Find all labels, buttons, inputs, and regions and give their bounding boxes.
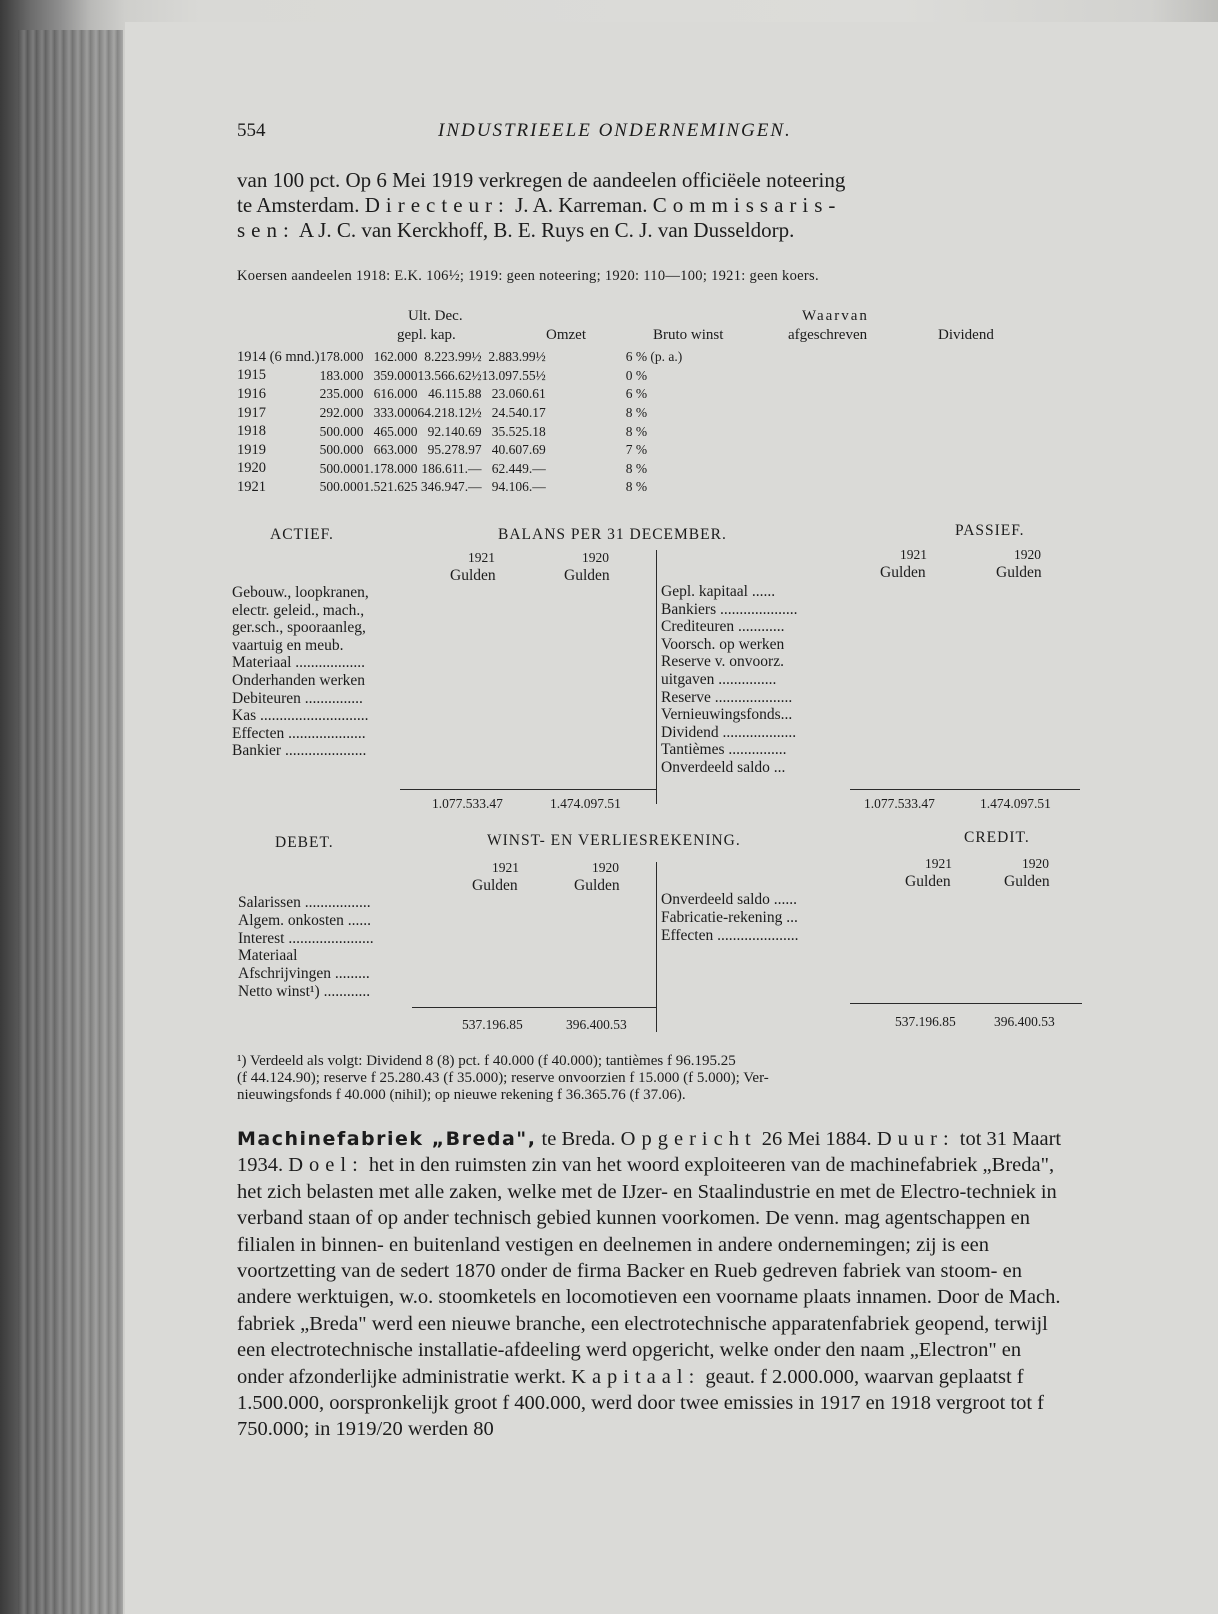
stat-cell-bruto: 186.611.— — [421, 460, 482, 476]
passief-label: uitgaven ............... — [661, 671, 777, 688]
company-name: Machinefabriek „Breda", — [237, 1128, 537, 1150]
stat-cell-bruto: 13.566.62½ — [417, 367, 482, 383]
balans-year-1920-right: 1920 — [1014, 547, 1041, 562]
stat-cell-kap: 500.000 — [319, 460, 364, 476]
stat-header-dividend: Dividend — [938, 327, 994, 343]
balans-total-1920-right: 1.474.097.51 — [980, 796, 1051, 811]
winst-year-1920-left: 1920 — [592, 860, 619, 875]
balans-total-rule-right — [850, 789, 1080, 790]
stat-header-omzet: Omzet — [546, 327, 586, 343]
actief-label: Gebouw., loopkranen, — [232, 584, 369, 601]
balans-actief-title: ACTIEF. — [270, 526, 334, 543]
stat-cell-omzet: 1.178.000 — [363, 460, 418, 476]
stat-cell-bruto: 8.223.99½ — [424, 349, 482, 365]
label-commissarissen: Commissaris- — [652, 193, 842, 217]
intro-text: A J. C. van Kerckhoff, B. E. Ruys en C. J. van Dusseldorp. — [298, 218, 795, 242]
winst-unit-left-1: Gulden — [472, 877, 518, 894]
stat-cell-kap: 183.000 — [319, 367, 364, 383]
actief-label: Onderhanden werken — [232, 672, 365, 689]
actief-label: Debiteuren ............... — [232, 689, 363, 707]
balans-unit-right-2: Gulden — [996, 564, 1042, 581]
balans-year-1921-right: 1921 — [900, 547, 927, 562]
passief-label: Gepl. kapitaal ...... — [661, 583, 776, 600]
balans-passief-title: PASSIEF. — [955, 522, 1025, 539]
intro-paragraph — [237, 168, 845, 243]
balans-total-rule-left — [400, 789, 656, 790]
debet-label: Interest ...................... — [238, 929, 374, 947]
winst-total-rule-left — [412, 1007, 656, 1008]
intro-line-2 — [237, 193, 845, 218]
entry-text: geaut. f 2.000.000, waarvan geplaatst f 1.500.000, oorspronkelijk groot f 400.000, werd door twee emissies in 1917 en 1918 vergroot tot f 750.000; in 1919/20 werden 80 — [237, 1365, 1044, 1441]
stat-row — [237, 460, 682, 479]
stat-row — [237, 478, 682, 497]
balans-total-1920-left: 1.474.097.51 — [550, 796, 621, 811]
passief-label: Reserve v. onvoorz. — [661, 653, 784, 671]
actief-label: ger.sch., spooraanleg, — [232, 619, 366, 637]
actief-label: Bankier ..................... — [232, 742, 367, 760]
stat-cell-kap: 500.000 — [319, 442, 364, 458]
balans-title: BALANS PER 31 DECEMBER. — [498, 526, 727, 543]
stat-cell-bruto: 64.218.12½ — [417, 405, 482, 421]
stat-cell-kap: 178.000 — [319, 349, 364, 365]
stat-cell-year: 1914 (6 mnd.) — [237, 348, 320, 365]
stat-table — [237, 348, 682, 497]
debet-label: Netto winst¹) ............ — [238, 983, 371, 1000]
stat-cell-afgeschr: 35.525.18 — [491, 423, 546, 439]
intro-text: J. A. Karreman. — [515, 193, 648, 217]
balans-year-1920-left: 1920 — [582, 550, 609, 565]
debet-label: Afschrijvingen ......... — [238, 965, 370, 983]
passief-label: Voorsch. op werken — [661, 635, 785, 653]
stat-cell-bruto: 92.140.69 — [427, 423, 482, 439]
footnote-line-2: (f 44.124.90); reserve f 25.280.43 (f 35.000); reserve onvoorzien f 15.000 (f 5.000); Ver- — [237, 1070, 769, 1086]
stat-cell-year: 1921 — [237, 478, 266, 495]
entry-text: het in den ruimsten zin van het woord exploiteeren van de machinefabriek „Breda", het zich belasten met alle zaken, welke met de IJzer- en Staalindustrie en met de Electro-techniek in verband staan of op ander technisch gebied kunnen voorkomen. De venn. mag agentschappen en filialen in binnen- en buitenland vestigen en deelnemen in andere ondernemingen; zij is een voortzetting van de sedert 1870 onder de firma Backer en Rueb gedreven fabriek van stoom- en andere werktuigen, w.o. stoomketels en locomotieven een voorname plaats innamen. Door de Mach. fabriek „Breda" werd een nieuwe branche, een electrotechnische apparatenfabriek geopend, terwijl een electrotechnische installatie-afdeeling werd opgericht, welke onder den naam „Electron" en onder afzonderlijke administratie werkt. — [237, 1154, 1061, 1388]
stat-cell-afgeschr: 24.540.17 — [491, 405, 546, 421]
stat-header-ult-dec: Ult. Dec. — [408, 308, 463, 324]
company-entry — [237, 1126, 1067, 1443]
stat-cell-year: 1919 — [237, 441, 266, 458]
winst-unit-right-2: Gulden — [1004, 873, 1050, 890]
credit-label: Fabricatie-rekening ... — [661, 908, 798, 926]
stat-cell-afgeschr: 62.449.— — [491, 460, 546, 476]
intro-line-1: van 100 pct. Op 6 Mei 1919 verkregen de aandeelen officiëele noteering — [237, 168, 846, 192]
label-doel: Doel: — [288, 1154, 364, 1177]
winst-total-rule-right — [850, 1003, 1082, 1004]
actief-label: Materiaal .................. — [232, 654, 366, 672]
credit-label: Onverdeeld saldo ...... — [661, 891, 798, 908]
winst-unit-right-1: Gulden — [905, 873, 951, 890]
winst-debet-title: DEBET. — [275, 834, 334, 851]
balans-year-1921-left: 1921 — [468, 550, 495, 565]
stat-cell-omzet: 465.000 — [373, 423, 418, 439]
stat-cell-year: 1915 — [237, 367, 266, 384]
stat-row — [237, 422, 682, 441]
entry-text: tot 31 Maart 1934. — [237, 1128, 1062, 1177]
entry-text: te Breda. — [541, 1128, 616, 1150]
intro-line-3 — [237, 218, 845, 243]
stat-row — [237, 348, 682, 367]
stat-cell-omzet: 616.000 — [373, 386, 418, 402]
debet-label: Algem. onkosten ...... — [238, 911, 372, 929]
stat-cell-div: 6 % (p. a.) — [625, 349, 683, 365]
stat-cell-div: 6 % — [625, 386, 648, 402]
passief-label: Onverdeeld saldo ... — [661, 759, 786, 776]
stat-cell-afgeschr: 94.106.— — [491, 479, 546, 495]
balans-unit-right-1: Gulden — [880, 564, 926, 581]
book-page-edges — [18, 30, 123, 1614]
stat-row — [237, 385, 682, 404]
winst-title: WINST- EN VERLIESREKENING. — [487, 832, 741, 849]
intro-text: te Amsterdam. — [237, 193, 360, 217]
stat-cell-omzet: 162.000 — [373, 349, 418, 365]
share-prices-note: Koersen aandeelen 1918: E.K. 106½; 1919: geen noteering; 1920: 110—100; 1921: geen koers. — [237, 268, 819, 284]
passief-label: Reserve .................... — [661, 688, 793, 706]
stat-cell-div: 8 % — [625, 405, 648, 421]
stat-rows — [237, 348, 682, 497]
winst-total-1921-left: 537.196.85 — [462, 1017, 523, 1032]
credit-label: Effecten ..................... — [661, 926, 799, 944]
entry-text: 26 Mei 1884. — [761, 1128, 872, 1150]
actief-label: vaartuig en meub. — [232, 636, 344, 654]
stat-cell-div: 8 % — [625, 479, 648, 495]
winst-year-1920-right: 1920 — [1022, 856, 1049, 871]
stat-cell-year: 1917 — [237, 404, 266, 421]
stat-cell-afgeschr: 2.883.99½ — [488, 349, 546, 365]
winst-divider — [656, 862, 657, 1032]
label-directeur: Directeur: — [364, 193, 510, 217]
stat-cell-div: 7 % — [625, 442, 648, 458]
stat-row — [237, 404, 682, 423]
stat-row — [237, 441, 682, 460]
stat-cell-year: 1920 — [237, 460, 266, 477]
debet-label: Materiaal — [238, 947, 298, 965]
stat-cell-omzet: 663.000 — [373, 442, 418, 458]
stat-cell-year: 1918 — [237, 423, 266, 440]
stat-cell-div: 8 % — [625, 423, 648, 439]
label-opgericht: Opgericht — [620, 1128, 757, 1150]
actief-label: Effecten .................... — [232, 724, 366, 742]
label-duur: Duur: — [876, 1128, 955, 1150]
winst-year-1921-left: 1921 — [492, 860, 519, 875]
footnote-line-1: ¹) Verdeeld als volgt: Dividend 8 (8) pct. f 40.000 (f 40.000); tantièmes f 96.195.25 — [237, 1053, 736, 1069]
stat-cell-year: 1916 — [237, 385, 266, 402]
passief-label: Dividend ................... — [661, 723, 797, 741]
label-kapitaal: Kapitaal: — [571, 1365, 701, 1388]
stat-cell-afgeschr: 23.060.61 — [491, 386, 546, 402]
winst-credit-title: CREDIT. — [964, 829, 1030, 846]
page-number: 554 — [237, 120, 266, 141]
passief-label: Tantièmes ............... — [661, 741, 787, 759]
winst-total-1921-right: 537.196.85 — [895, 1014, 956, 1029]
stat-cell-kap: 292.000 — [319, 405, 364, 421]
stat-cell-omzet: 333.000 — [373, 405, 418, 421]
balans-unit-left-1: Gulden — [450, 567, 496, 584]
stat-header-gepl-kap: gepl. kap. — [397, 327, 456, 343]
stat-header-bruto: Bruto winst — [653, 327, 724, 343]
passief-label: Crediteuren ............ — [661, 618, 785, 636]
stat-cell-omzet: 1.521.625 — [363, 479, 418, 495]
label-commissarissen-cont: sen: — [237, 218, 295, 242]
stat-cell-div: 0 % — [625, 367, 648, 383]
stat-cell-kap: 500.000 — [319, 423, 364, 439]
stat-cell-kap: 235.000 — [319, 386, 364, 402]
stat-cell-bruto: 346.947.— — [420, 479, 482, 495]
running-title: INDUSTRIEELE ONDERNEMINGEN. — [438, 120, 792, 141]
footnote-line-3: nieuwingsfonds f 40.000 (nihil); op nieuwe rekening f 36.365.76 (f 37.06). — [237, 1087, 686, 1103]
stat-cell-omzet: 359.000 — [373, 367, 418, 383]
stat-header-waarvan: Waarvan — [802, 308, 869, 324]
balans-unit-left-2: Gulden — [564, 567, 610, 584]
stat-cell-div: 8 % — [625, 460, 648, 476]
balans-divider — [656, 550, 657, 804]
passief-label: Vernieuwingsfonds... — [661, 706, 793, 724]
winst-total-1920-left: 396.400.53 — [566, 1017, 627, 1032]
footnote — [237, 1053, 769, 1104]
stat-row — [237, 367, 682, 386]
balans-total-1921-left: 1.077.533.47 — [432, 796, 503, 811]
debet-label: Salarissen ................. — [238, 894, 371, 911]
winst-total-1920-right: 396.400.53 — [994, 1014, 1055, 1029]
stat-cell-afgeschr: 13.097.55½ — [481, 367, 546, 383]
stat-cell-bruto: 46.115.88 — [428, 386, 482, 402]
balans-total-1921-right: 1.077.533.47 — [864, 796, 935, 811]
stat-header-afgeschreven: afgeschreven — [788, 327, 868, 343]
actief-label: Kas ............................ — [232, 707, 369, 725]
passief-label: Bankiers .................... — [661, 600, 798, 618]
actief-label: electr. geleid., mach., — [232, 601, 365, 619]
stat-cell-bruto: 95.278.97 — [427, 442, 482, 458]
winst-year-1921-right: 1921 — [925, 856, 952, 871]
stat-cell-kap: 500.000 — [319, 479, 364, 495]
stat-cell-afgeschr: 40.607.69 — [491, 442, 546, 458]
winst-unit-left-2: Gulden — [574, 877, 620, 894]
